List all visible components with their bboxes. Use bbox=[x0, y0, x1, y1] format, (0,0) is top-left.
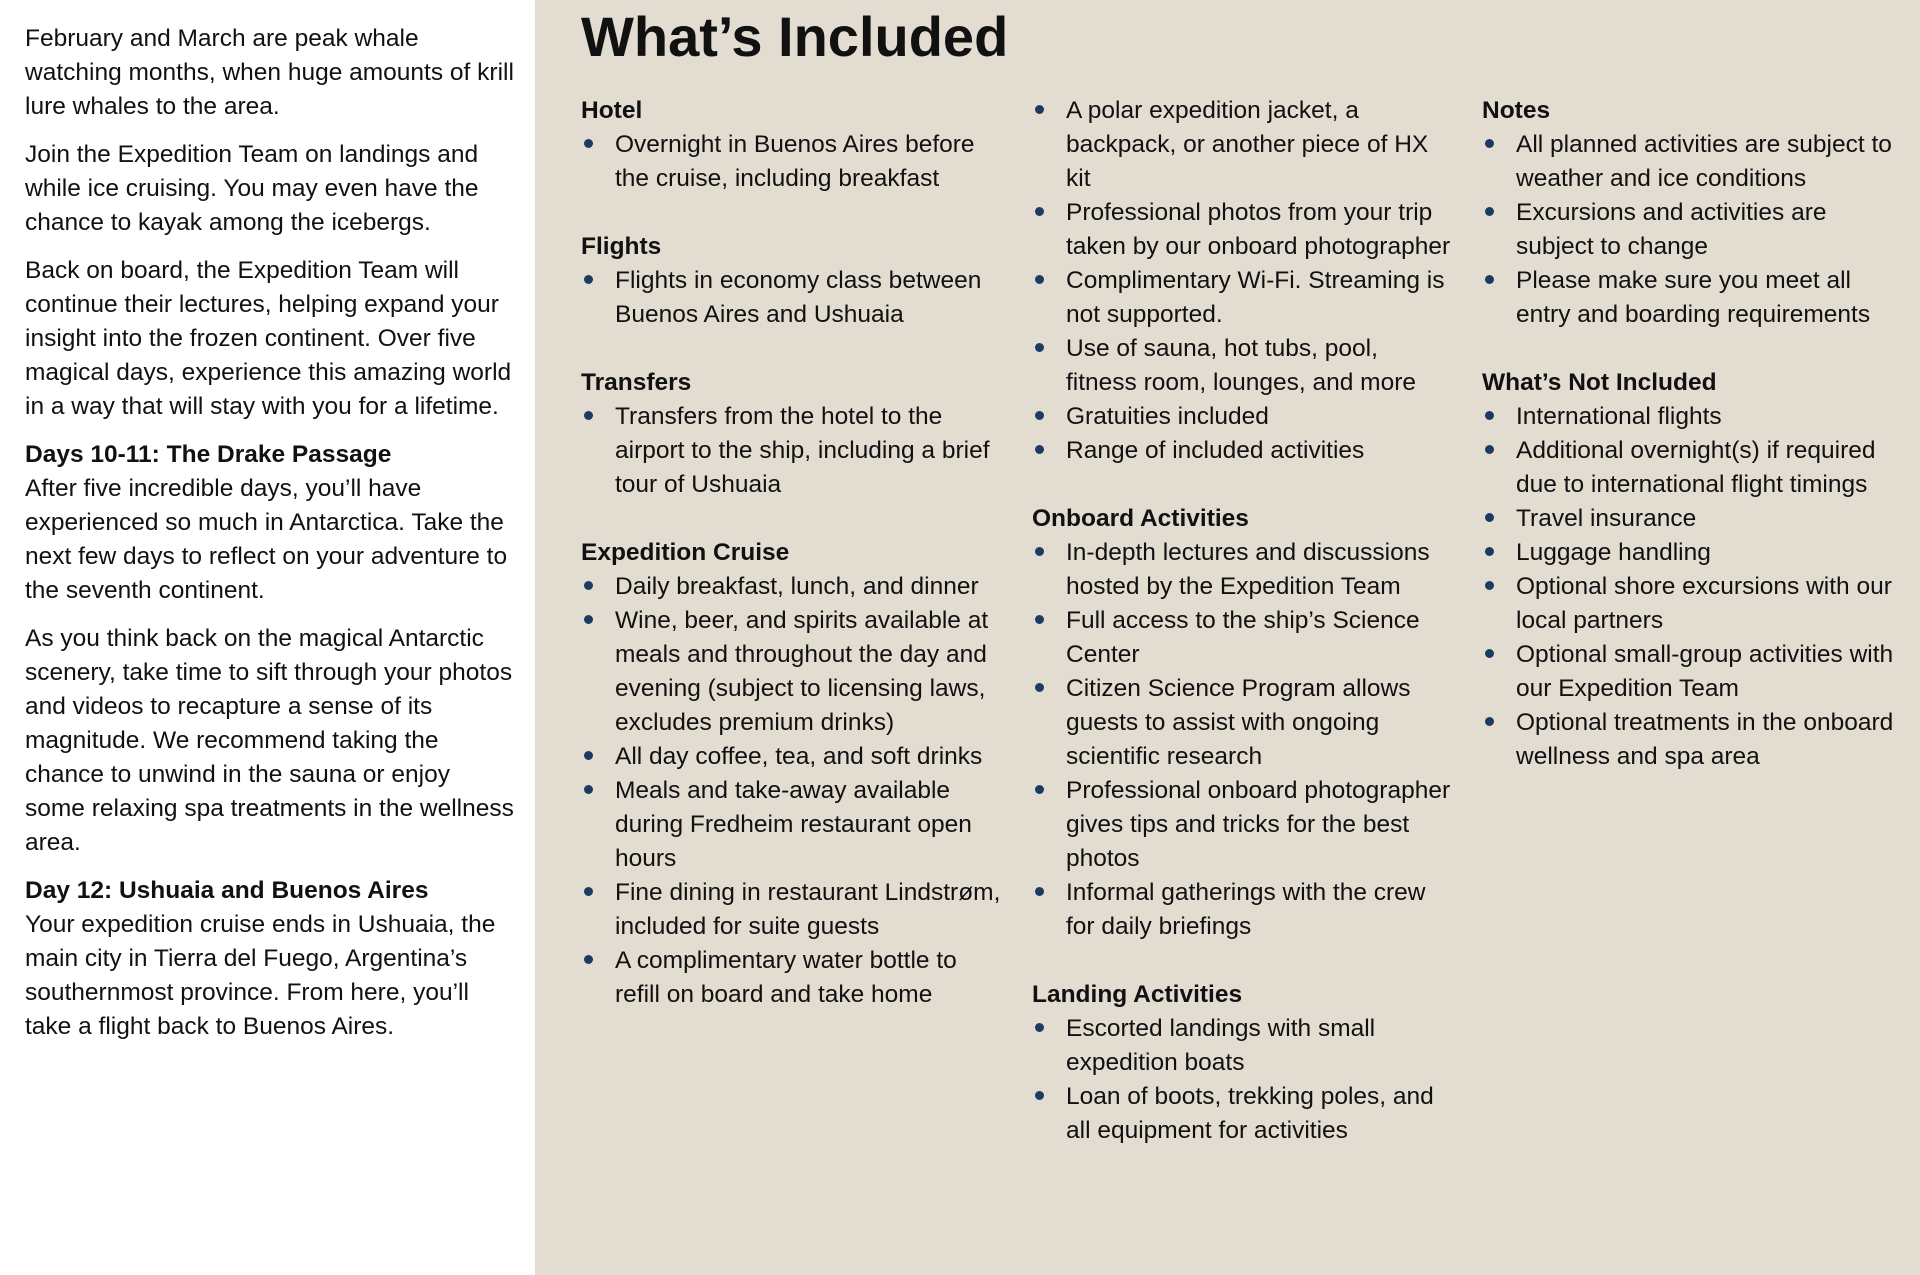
list-item-text: Optional small-group activities with our Expedition Team bbox=[1516, 641, 1894, 702]
list-item bbox=[1482, 128, 1902, 196]
bullet-icon bbox=[1485, 513, 1494, 522]
list-item-text: Complimentary Wi-Fi. Streaming is not supported. bbox=[1066, 267, 1445, 328]
bullet-icon bbox=[584, 785, 593, 794]
list-item-text: Citizen Science Program allows guests to assist with ongoing scientific research bbox=[1066, 675, 1411, 770]
bullet-icon bbox=[1485, 275, 1494, 284]
list-item-text: Overnight in Buenos Aires before the cruise, including breakfast bbox=[615, 131, 975, 192]
bullet-list bbox=[581, 400, 1001, 502]
list-item bbox=[1482, 502, 1902, 536]
bullet-icon bbox=[584, 139, 593, 148]
list-item bbox=[581, 774, 1001, 876]
list-item-text: Additional overnight(s) if required due to international flight timings bbox=[1516, 437, 1876, 498]
bullet-icon bbox=[584, 615, 593, 624]
list-item-text: Range of included activities bbox=[1066, 437, 1365, 464]
list-item bbox=[1032, 604, 1452, 672]
section-heading: What’s Not Included bbox=[1482, 369, 1717, 396]
list-item bbox=[1482, 706, 1902, 774]
section-heading: Hotel bbox=[581, 97, 643, 124]
list-item bbox=[1482, 400, 1902, 434]
list-item bbox=[581, 264, 1001, 332]
included-column-1 bbox=[581, 94, 1001, 1046]
bullet-icon bbox=[1035, 343, 1044, 352]
section-transfers bbox=[581, 366, 1001, 502]
list-item bbox=[1032, 434, 1452, 468]
list-item-text: Professional onboard photographer gives tips and tricks for the best photos bbox=[1066, 777, 1451, 872]
bullet-icon bbox=[584, 411, 593, 420]
itinerary-column bbox=[0, 0, 535, 1275]
list-item-text: Travel insurance bbox=[1516, 505, 1697, 532]
list-item-text: A complimentary water bottle to refill on board and take home bbox=[615, 947, 957, 1008]
list-item bbox=[1032, 94, 1452, 196]
list-item-text: Informal gatherings with the crew for daily briefings bbox=[1066, 879, 1426, 940]
list-item-text: Flights in economy class between Buenos Aires and Ushuaia bbox=[615, 267, 982, 328]
list-item bbox=[1032, 774, 1452, 876]
bullet-icon bbox=[1485, 139, 1494, 148]
list-item-text: All planned activities are subject to weather and ice conditions bbox=[1516, 131, 1892, 192]
bullet-icon bbox=[1485, 581, 1494, 590]
list-item-text: Escorted landings with small expedition boats bbox=[1066, 1015, 1376, 1076]
list-item-text: Meals and take-away available during Fredheim restaurant open hours bbox=[615, 777, 972, 872]
bullet-icon bbox=[1485, 207, 1494, 216]
list-item-text: International flights bbox=[1516, 403, 1722, 430]
list-item bbox=[1482, 536, 1902, 570]
list-item-text: Daily breakfast, lunch, and dinner bbox=[615, 573, 979, 600]
list-item-text: Gratuities included bbox=[1066, 403, 1269, 430]
bullet-icon bbox=[1035, 785, 1044, 794]
list-item bbox=[1032, 196, 1452, 264]
itinerary-paragraph: Your expedition cruise ends in Ushuaia, the main city in Tierra del Fuego, Argentina’s southernmost province. From here, you’ll take a flight back to Buenos Aires. bbox=[25, 911, 496, 1040]
list-item-text: Fine dining in restaurant Lindstrøm, included for suite guests bbox=[615, 879, 1001, 940]
section-onboard-activities bbox=[1032, 502, 1452, 944]
bullet-icon bbox=[584, 581, 593, 590]
list-item bbox=[1032, 672, 1452, 774]
section-hotel bbox=[581, 94, 1001, 196]
itinerary-paragraph: As you think back on the magical Antarctic scenery, take time to sift through your photos and videos to recapture a sense of its magnitude. We recommend taking the chance to unwind in the sauna or enjoy some relaxing spa treatments in the wellness area. bbox=[25, 625, 514, 856]
list-item bbox=[1032, 400, 1452, 434]
bullet-icon bbox=[1035, 207, 1044, 216]
bullet-icon bbox=[1485, 547, 1494, 556]
section-heading: Notes bbox=[1482, 97, 1551, 124]
section-heading: Landing Activities bbox=[1032, 981, 1243, 1008]
bullet-icon bbox=[1485, 649, 1494, 658]
list-item bbox=[1482, 434, 1902, 502]
section-heading: Flights bbox=[581, 233, 662, 260]
list-item bbox=[1032, 332, 1452, 400]
list-item-text: Optional shore excursions with our local partners bbox=[1516, 573, 1892, 634]
bullet-list bbox=[581, 264, 1001, 332]
included-column-2 bbox=[1032, 94, 1452, 1182]
section-landing-activities bbox=[1032, 978, 1452, 1148]
days-10-11-heading: Days 10-11: The Drake Passage bbox=[25, 441, 392, 468]
list-item-text: In-depth lectures and discussions hosted by the Expedition Team bbox=[1066, 539, 1430, 600]
list-item bbox=[1032, 264, 1452, 332]
included-column-3 bbox=[1482, 94, 1902, 808]
list-item bbox=[1482, 638, 1902, 706]
list-item-text: A polar expedition jacket, a backpack, or another piece of HX kit bbox=[1066, 97, 1429, 192]
list-item-text: Wine, beer, and spirits available at meals and throughout the day and evening (subject to licensing laws, excludes premium drinks) bbox=[615, 607, 989, 736]
list-item bbox=[581, 128, 1001, 196]
list-item bbox=[581, 944, 1001, 1012]
list-item bbox=[1032, 1080, 1452, 1148]
section-heading: Expedition Cruise bbox=[581, 539, 790, 566]
whats-included-panel bbox=[535, 0, 1920, 1275]
bullet-list bbox=[1032, 536, 1452, 944]
bullet-icon bbox=[1035, 105, 1044, 114]
bullet-icon bbox=[1035, 683, 1044, 692]
list-item-text: Excursions and activities are subject to change bbox=[1516, 199, 1827, 260]
list-item bbox=[1482, 264, 1902, 332]
bullet-icon bbox=[1485, 717, 1494, 726]
section-notes bbox=[1482, 94, 1902, 332]
list-item bbox=[1032, 876, 1452, 944]
day-12-heading: Day 12: Ushuaia and Buenos Aires bbox=[25, 877, 429, 904]
bullet-icon bbox=[1035, 547, 1044, 556]
bullet-icon bbox=[584, 887, 593, 896]
bullet-icon bbox=[584, 955, 593, 964]
itinerary-paragraph: February and March are peak whale watching months, when huge amounts of krill lure whales to the area. bbox=[25, 25, 514, 120]
list-item bbox=[581, 876, 1001, 944]
bullet-icon bbox=[1485, 411, 1494, 420]
bullet-icon bbox=[1035, 615, 1044, 624]
section-flights bbox=[581, 230, 1001, 332]
itinerary-paragraph: Join the Expedition Team on landings and while ice cruising. You may even have the chance to kayak among the icebergs. bbox=[25, 141, 479, 236]
bullet-icon bbox=[1035, 1023, 1044, 1032]
bullet-list bbox=[1032, 1012, 1452, 1148]
section-cruise-continued bbox=[1032, 94, 1452, 468]
list-item-text: Loan of boots, trekking poles, and all equipment for activities bbox=[1066, 1083, 1434, 1144]
list-item-text: Professional photos from your trip taken by our onboard photographer bbox=[1066, 199, 1451, 260]
bullet-list bbox=[1482, 400, 1902, 774]
bullet-icon bbox=[1035, 887, 1044, 896]
itinerary-paragraph: Back on board, the Expedition Team will continue their lectures, helping expand your insight into the frozen continent. Over five magical days, experience this amazing world in a way that will stay with you for a lifetime. bbox=[25, 257, 512, 420]
bullet-icon bbox=[1485, 445, 1494, 454]
list-item bbox=[1032, 1012, 1452, 1080]
list-item-text: Full access to the ship’s Science Center bbox=[1066, 607, 1420, 668]
list-item-text: All day coffee, tea, and soft drinks bbox=[615, 743, 983, 770]
itinerary-paragraph: After five incredible days, you’ll have experienced so much in Antarctica. Take the next few days to reflect on your adventure to the seventh continent. bbox=[25, 475, 508, 604]
page-title: What’s Included bbox=[581, 5, 1009, 68]
bullet-icon bbox=[1035, 275, 1044, 284]
bullet-list bbox=[581, 128, 1001, 196]
bullet-icon bbox=[1035, 445, 1044, 454]
bullet-list bbox=[1482, 128, 1902, 332]
list-item-text: Optional treatments in the onboard wellness and spa area bbox=[1516, 709, 1894, 770]
list-item-text: Please make sure you meet all entry and boarding requirements bbox=[1516, 267, 1871, 328]
list-item bbox=[1482, 196, 1902, 264]
list-item bbox=[581, 604, 1001, 740]
bullet-list bbox=[581, 570, 1001, 1012]
bullet-icon bbox=[1035, 411, 1044, 420]
list-item-text: Use of sauna, hot tubs, pool, fitness room, lounges, and more bbox=[1066, 335, 1416, 396]
bullet-icon bbox=[1035, 1091, 1044, 1100]
list-item-text: Transfers from the hotel to the airport to the ship, including a brief tour of Ushuaia bbox=[615, 403, 990, 498]
bullet-list bbox=[1032, 94, 1452, 468]
section-heading: Onboard Activities bbox=[1032, 505, 1249, 532]
list-item bbox=[581, 570, 1001, 604]
bullet-icon bbox=[584, 275, 593, 284]
list-item bbox=[581, 740, 1001, 774]
list-item-text: Luggage handling bbox=[1516, 539, 1711, 566]
list-item bbox=[581, 400, 1001, 502]
list-item bbox=[1032, 536, 1452, 604]
section-heading: Transfers bbox=[581, 369, 692, 396]
section-not-included bbox=[1482, 366, 1902, 774]
list-item bbox=[1482, 570, 1902, 638]
bullet-icon bbox=[584, 751, 593, 760]
section-expedition-cruise bbox=[581, 536, 1001, 1012]
